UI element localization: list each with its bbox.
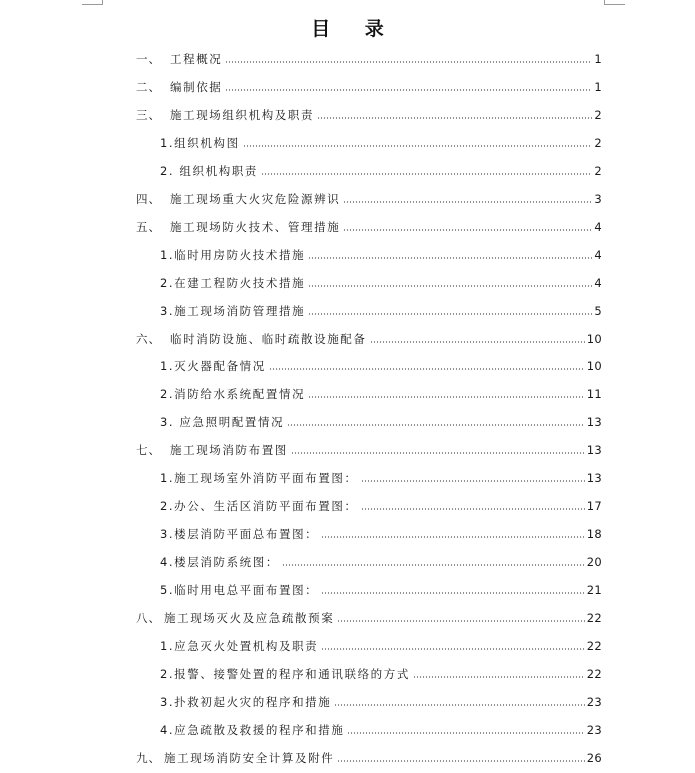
toc-page-number: 10 bbox=[586, 332, 602, 346]
toc-page-number: 13 bbox=[586, 415, 602, 429]
toc-entry-number: 四、 bbox=[136, 192, 161, 206]
toc-page-number: 4 bbox=[594, 276, 602, 290]
toc-page-number: 21 bbox=[586, 583, 602, 597]
toc-dot-leader bbox=[361, 508, 585, 510]
toc-section-entry[interactable] bbox=[160, 467, 602, 485]
toc-chapter-entry[interactable] bbox=[136, 607, 602, 625]
toc-page-number: 17 bbox=[586, 499, 602, 513]
toc-entry-text: 5.临时用电总平面布置图： bbox=[160, 583, 319, 597]
toc-entry-number: 八、 bbox=[136, 611, 161, 625]
toc-dot-leader bbox=[225, 61, 592, 63]
toc-entry-text: 2.办公、生活区消防平面布置图： bbox=[160, 499, 358, 513]
toc-entry-text: 施工现场灭火及应急疏散预案 bbox=[164, 611, 335, 625]
toc-chapter-entry[interactable] bbox=[136, 76, 602, 94]
toc-section-entry[interactable] bbox=[160, 663, 602, 681]
toc-dot-leader bbox=[269, 368, 585, 370]
toc-dot-leader bbox=[261, 173, 592, 175]
toc-section-entry[interactable] bbox=[160, 160, 602, 178]
toc-entry-text: 施工现场消防安全计算及附件 bbox=[164, 751, 335, 765]
toc-dot-leader bbox=[347, 732, 584, 734]
toc-entry-number: 六、 bbox=[136, 332, 161, 346]
toc-entry-text: 3.施工现场消防管理措施 bbox=[160, 304, 306, 318]
toc-page-number: 10 bbox=[586, 359, 602, 373]
toc-chapter-entry[interactable] bbox=[136, 188, 602, 206]
toc-entry-text: 3.扑救初起火灾的程序和措施 bbox=[160, 695, 332, 709]
toc-page-number: 18 bbox=[586, 527, 602, 541]
toc-dot-leader bbox=[337, 760, 584, 762]
toc-page-number: 26 bbox=[586, 751, 602, 765]
toc-chapter-entry[interactable] bbox=[136, 439, 602, 457]
toc-page-number: 22 bbox=[586, 639, 602, 653]
toc-entry-number: 九、 bbox=[136, 751, 161, 765]
toc-chapter-entry[interactable] bbox=[136, 747, 602, 765]
toc-section-entry[interactable] bbox=[160, 272, 602, 290]
toc-section-entry[interactable] bbox=[160, 132, 602, 150]
toc-dot-leader bbox=[317, 117, 592, 119]
toc-dot-leader bbox=[321, 648, 584, 650]
toc-dot-leader bbox=[308, 313, 592, 315]
toc-dot-leader bbox=[337, 620, 584, 622]
toc-dot-leader bbox=[308, 285, 592, 287]
toc-entry-number: 一、 bbox=[136, 52, 161, 66]
toc-section-entry[interactable] bbox=[160, 495, 602, 513]
toc-page-number: 11 bbox=[586, 387, 602, 401]
toc-entry-text: 2.在建工程防火技术措施 bbox=[160, 276, 306, 290]
toc-dot-leader bbox=[321, 536, 584, 538]
toc-section-entry[interactable] bbox=[160, 523, 602, 541]
toc-dot-leader bbox=[413, 676, 585, 678]
toc-entry-text: 2.报警、接警处置的程序和通讯联络的方式 bbox=[160, 667, 410, 681]
toc-dot-leader bbox=[308, 396, 585, 398]
toc-entry-text: 编制依据 bbox=[170, 80, 223, 94]
toc-page-number: 3 bbox=[594, 192, 602, 206]
toc-section-entry[interactable] bbox=[160, 551, 602, 569]
toc-chapter-entry[interactable] bbox=[136, 104, 602, 122]
toc-dot-leader bbox=[343, 229, 592, 231]
toc-section-entry[interactable] bbox=[160, 300, 602, 318]
toc-page-number: 1 bbox=[594, 52, 602, 66]
toc-title: 目 录 bbox=[311, 18, 398, 40]
toc-page-number: 22 bbox=[586, 611, 602, 625]
toc-page-number: 4 bbox=[594, 220, 602, 234]
crop-mark-top-left bbox=[82, 0, 103, 5]
toc-entry-text: 施工现场消防布置图 bbox=[170, 443, 288, 457]
toc-page-number: 13 bbox=[586, 443, 602, 457]
toc-page-number: 2 bbox=[594, 136, 602, 150]
toc-page-number: 2 bbox=[594, 108, 602, 122]
toc-entry-number: 五、 bbox=[136, 220, 161, 234]
toc-entry-text: 1.应急灭火处置机构及职责 bbox=[160, 639, 319, 653]
toc-dot-leader bbox=[282, 564, 585, 566]
toc-dot-leader bbox=[291, 452, 585, 454]
toc-page-number: 20 bbox=[586, 555, 602, 569]
toc-dot-leader bbox=[308, 257, 592, 259]
toc-dot-leader bbox=[361, 480, 585, 482]
toc-section-entry[interactable] bbox=[160, 411, 602, 429]
toc-section-entry[interactable] bbox=[160, 383, 602, 401]
toc-entry-text: 施工现场组织机构及职责 bbox=[170, 108, 315, 122]
toc-entry-text: 工程概况 bbox=[170, 52, 223, 66]
toc-entry-number: 七、 bbox=[136, 443, 161, 457]
toc-section-entry[interactable] bbox=[160, 719, 602, 737]
toc-entry-number: 二、 bbox=[136, 80, 161, 94]
toc-dot-leader bbox=[321, 592, 584, 594]
toc-page-number: 22 bbox=[586, 667, 602, 681]
toc-chapter-entry[interactable] bbox=[136, 48, 602, 66]
toc-page-number: 4 bbox=[594, 248, 602, 262]
toc-dot-leader bbox=[370, 341, 585, 343]
toc-page-number: 13 bbox=[586, 471, 602, 485]
toc-chapter-entry[interactable] bbox=[136, 328, 602, 346]
toc-entry-text: 1.组织机构图 bbox=[160, 136, 240, 150]
toc-entry-text: 1.施工现场室外消防平面布置图： bbox=[160, 471, 358, 485]
toc-entry-text: 4.应急疏散及救援的程序和措施 bbox=[160, 723, 345, 737]
toc-dot-leader bbox=[287, 424, 585, 426]
toc-entry-text: 临时消防设施、临时疏散设施配备 bbox=[170, 332, 367, 346]
toc-entry-text: 2. 组织机构职责 bbox=[160, 164, 259, 178]
toc-dot-leader bbox=[243, 145, 593, 147]
toc-page-number: 5 bbox=[594, 304, 602, 318]
toc-entry-text: 1.临时用房防火技术措施 bbox=[160, 248, 306, 262]
toc-entry-text: 施工现场防火技术、管理措施 bbox=[170, 220, 341, 234]
toc-entry-text: 1.灭火器配备情况 bbox=[160, 359, 266, 373]
crop-mark-top-right bbox=[604, 0, 625, 5]
toc-dot-leader bbox=[343, 201, 592, 203]
toc-entry-text: 3.楼层消防平面总布置图： bbox=[160, 527, 319, 541]
toc-chapter-entry[interactable] bbox=[136, 216, 602, 234]
toc-section-entry[interactable] bbox=[160, 244, 602, 262]
toc-entry-number: 三、 bbox=[136, 108, 161, 122]
toc-entry-text: 施工现场重大火灾危险源辨识 bbox=[170, 192, 341, 206]
toc-entry-text: 4.楼层消防系统图： bbox=[160, 555, 279, 569]
toc-page-number: 2 bbox=[594, 164, 602, 178]
toc-page-number: 1 bbox=[594, 80, 602, 94]
toc-dot-leader bbox=[334, 704, 584, 706]
toc-dot-leader bbox=[225, 89, 592, 91]
toc-section-entry[interactable] bbox=[160, 635, 602, 653]
toc-section-entry[interactable] bbox=[160, 355, 602, 373]
toc-entry-text: 3. 应急照明配置情况 bbox=[160, 415, 285, 429]
toc-page-number: 23 bbox=[586, 723, 602, 737]
toc-entry-text: 2.消防给水系统配置情况 bbox=[160, 387, 306, 401]
toc-section-entry[interactable] bbox=[160, 579, 602, 597]
toc-section-entry[interactable] bbox=[160, 691, 602, 709]
toc-page-number: 23 bbox=[586, 695, 602, 709]
